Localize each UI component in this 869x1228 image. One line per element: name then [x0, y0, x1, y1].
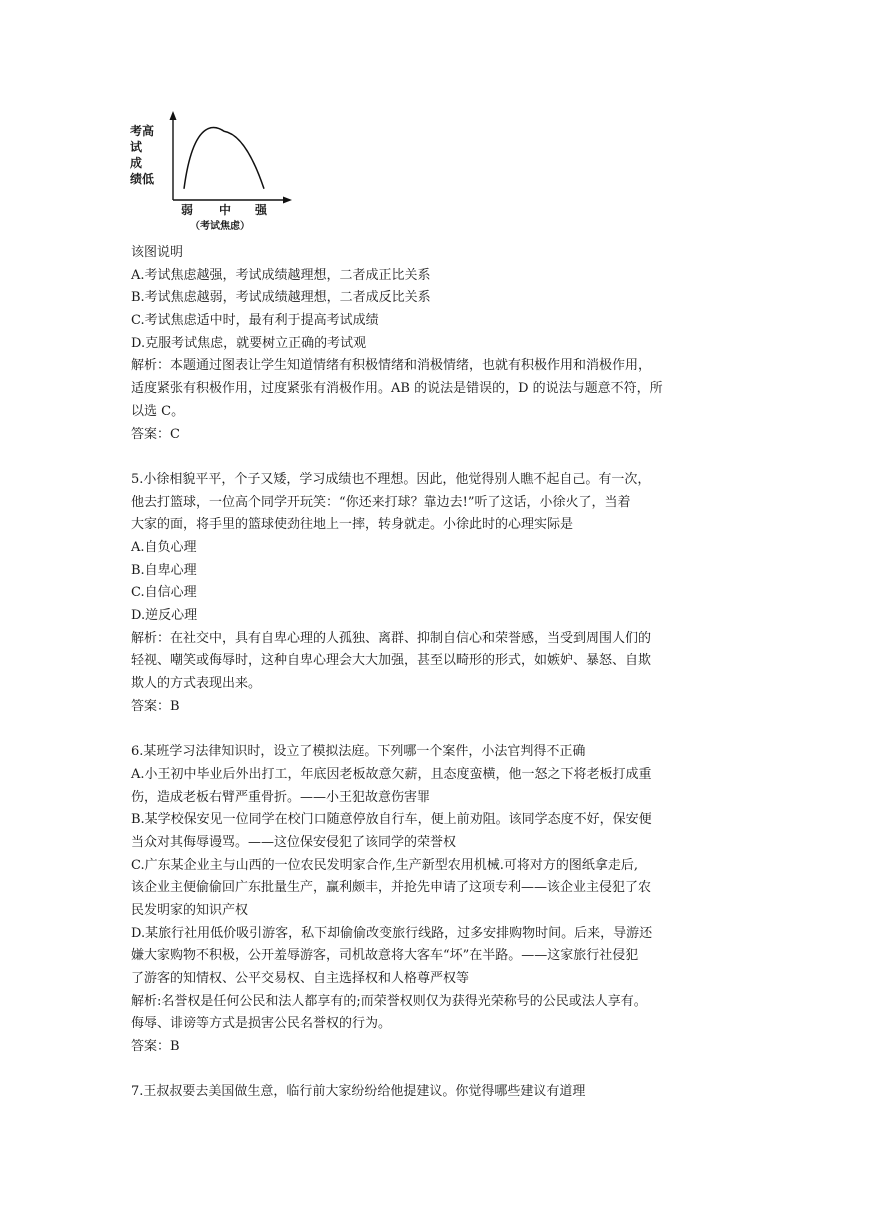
text-line: A.自负心理: [131, 539, 197, 555]
anxiety-performance-chart: [118, 108, 298, 242]
text-line: D.克服考试焦虑，就要树立正确的考试观: [131, 335, 367, 351]
text-line: 该图说明: [131, 245, 184, 260]
text-line: 适度紧张有积极作用，过度紧张有消极作用。AB 的说法是错误的，D 的说法与题意不符，所: [131, 381, 663, 397]
text-line: 民发明家的知识产权: [131, 902, 249, 918]
x-label-mid: 中: [219, 203, 232, 217]
y-label-2: 成: [130, 156, 143, 170]
text-line: 欺人的方式表现出来。: [131, 676, 262, 692]
document-body: [131, 242, 746, 1104]
text-line: 解析：本题通过图表让学生知道情绪有积极情绪和消极情绪，也就有积极作用和消极作用，: [131, 358, 652, 374]
text-line: 解析：在社交中，具有自卑心理的人孤独、离群、抑制自信心和荣誉感，当受到周围人们的: [131, 630, 652, 646]
text-line: B.考试焦虑越弱，考试成绩越理想，二者成反比关系: [131, 290, 431, 306]
text-line: 嫌大家购物不积极，公开羞辱游客，司机故意将大客车“坏”在半路。——这家旅行社侵犯: [131, 948, 639, 964]
y-label-top: 考高: [130, 124, 155, 138]
x-label-weak: 弱: [181, 203, 194, 217]
text-line: 当众对其侮辱谩骂。——这位保安侵犯了该同学的荣誉权: [131, 834, 457, 850]
text-line: 答案：B: [131, 1039, 180, 1055]
text-line: 以选 C。: [131, 403, 185, 419]
text-line: B.自卑心理: [131, 562, 197, 578]
text-line: 答案：B: [131, 698, 180, 714]
text-line: A.考试焦虑越强，考试成绩越理想，二者成正比关系: [131, 267, 431, 283]
text-line: B.某学校保安见一位同学在校门口随意停放自行车，便上前劝阻。该同学态度不好，保安便: [131, 812, 652, 828]
text-line: 轻视、嘲笑或侮辱时，这种自卑心理会大大加强，甚至以畸形的形式，如嫉妒、暴怒、自欺: [131, 653, 652, 669]
text-line: 了游客的知情权、公平交易权、自主选择权和人格尊严权等: [131, 971, 470, 986]
text-line: D.某旅行社用低价吸引游客，私下却偷偷改变旅行线路，过多安排购物时间。后来，导游还: [131, 925, 653, 941]
text-line: 该企业主便偷偷回广东批量生产，赢利颇丰，并抢先申请了这项专利——该企业主侵犯了农: [131, 880, 652, 896]
blank-line: [131, 718, 746, 741]
text-line: 答案：C: [131, 426, 180, 442]
text-line: 7.王叔叔要去美国做生意，临行前大家纷纷给他提建议。你觉得哪些建议有道理: [131, 1084, 586, 1100]
text-line: 伤，造成老板右臂严重骨折。——小王犯故意伤害罪: [131, 789, 431, 805]
text-line: C.自信心理: [131, 585, 197, 601]
text-line: 侮辱、诽谤等方式是损害公民名誉权的行为。: [131, 1016, 392, 1032]
text-line: 6.某班学习法律知识时，设立了模拟法庭。下列哪一个案件，小法官判得不正确: [131, 744, 586, 760]
text-line: 5.小徐相貌平平，个子又矮，学习成绩也不理想。因此，他觉得别人瞧不起自己。有一次，: [131, 471, 651, 487]
text-line: C.广东某企业主与山西的一位农民发明家合作,生产新型农用机械.可将对方的图纸拿走后,: [131, 857, 639, 873]
x-label-strong: 强: [255, 203, 268, 217]
text-line: A.小王初中毕业后外出打工，年底因老板故意欠薪，且态度蛮横，他一怒之下将老板打成重: [131, 766, 652, 782]
text-line: D.逆反心理: [131, 608, 198, 623]
y-axis-arrow: [170, 111, 177, 120]
x-caption: （考试焦虑）: [190, 221, 250, 232]
text-line: 大家的面，将手里的篮球使劲往地上一摔，转身就走。小徐此时的心理实际是: [131, 517, 574, 533]
text-line: C.考试焦虑适中时，最有利于提高考试成绩: [131, 313, 379, 329]
text-line: 解析:名誉权是任何公民和法人都享有的;而荣誉权则仅为获得光荣称号的公民或法人享有。: [131, 993, 647, 1009]
blank-line: [131, 446, 746, 469]
text-line: 他去打篮球，一位高个同学开玩笑：“你还来打球？靠边去!”听了这话，小徐火了，当着: [131, 494, 631, 510]
x-axis-arrow: [283, 197, 292, 204]
performance-curve: [184, 128, 264, 189]
blank-line: [131, 1059, 746, 1082]
y-label-1: 试: [130, 140, 143, 154]
y-label-3: 绩低: [130, 172, 155, 186]
